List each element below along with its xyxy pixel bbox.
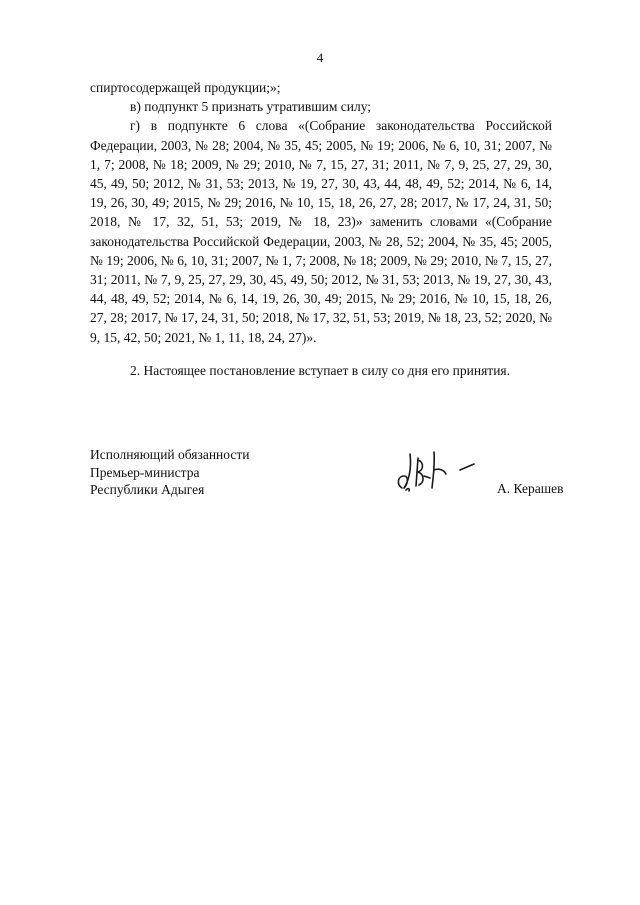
- signer-name: А. Керашев: [497, 481, 564, 496]
- signatory-position: [90, 446, 249, 499]
- handwritten-signature: [394, 448, 484, 500]
- paragraph-continuation: спиртосодержащей продукции;»;: [90, 80, 281, 95]
- paragraph-subitem-v: в) подпункт 5 признать утратившим силу;: [130, 99, 372, 115]
- position-line: Премьер-министра: [90, 464, 200, 480]
- paragraph-entry-into-force: 2. Настоящее постановление вступает в силу со дня его принятия.: [130, 362, 511, 378]
- paragraph-subitem-g: г) в подпункте 6 слова «(Собрание законодательства Российской Федерации, 2003, № 28; 2004, № 35, 45; 2005, № 19; 2006, № 6, 10, 31; 2007, № 1, 7; 2008, № 18; 2009, № 29; 2010, № 7, 15, 27, 31; 2011, № 7, 9, 25, 27, 29, 30, 45, 49, 50; 2012, № 31, 53; 2013, № 19, 27, 30, 43, 44, 48, 49, 52; 2014, № 6, 14, 19, 26, 30, 49; 2015, № 29; 2016, № 10, 15, 18, 26, 27, 28; 2017, № 17, 24, 31, 50; 2018, № 17, 32, 51, 53; 2019, № 18, 23)» заменить словами «(Собрание законодательства Российской Федерации, 2003, № 28, 52; 2004, № 35, 45; 2005, № 19; 2006, № 6, 10, 31; 2007, № 1, 7; 2008, № 18; 2009, № 29; 2010, № 7, 15, 27, 31; 2011, № 7, 9, 25, 27, 29, 30, 45, 49, 50; 2012, № 31, 53; 2013, № 19, 27, 30, 43, 44, 48, 49, 52; 2014, № 6, 14, 19, 26, 30, 49; 2015, № 29; 2016, № 10, 15, 18, 26, 27, 28; 2017, № 17, 24, 31, 50; 2018, № 17, 32, 51, 53; 2019, № 18, 23, 52; 2020, № 9, 15, 42, 50; 2021, № 1, 11, 18, 24, 27)».: [90, 118, 552, 345]
- document-body: [90, 78, 552, 380]
- page-number: 4: [316, 50, 324, 65]
- position-line: Исполняющий обязанности: [90, 447, 250, 462]
- position-line: Республики Адыгея: [90, 482, 205, 497]
